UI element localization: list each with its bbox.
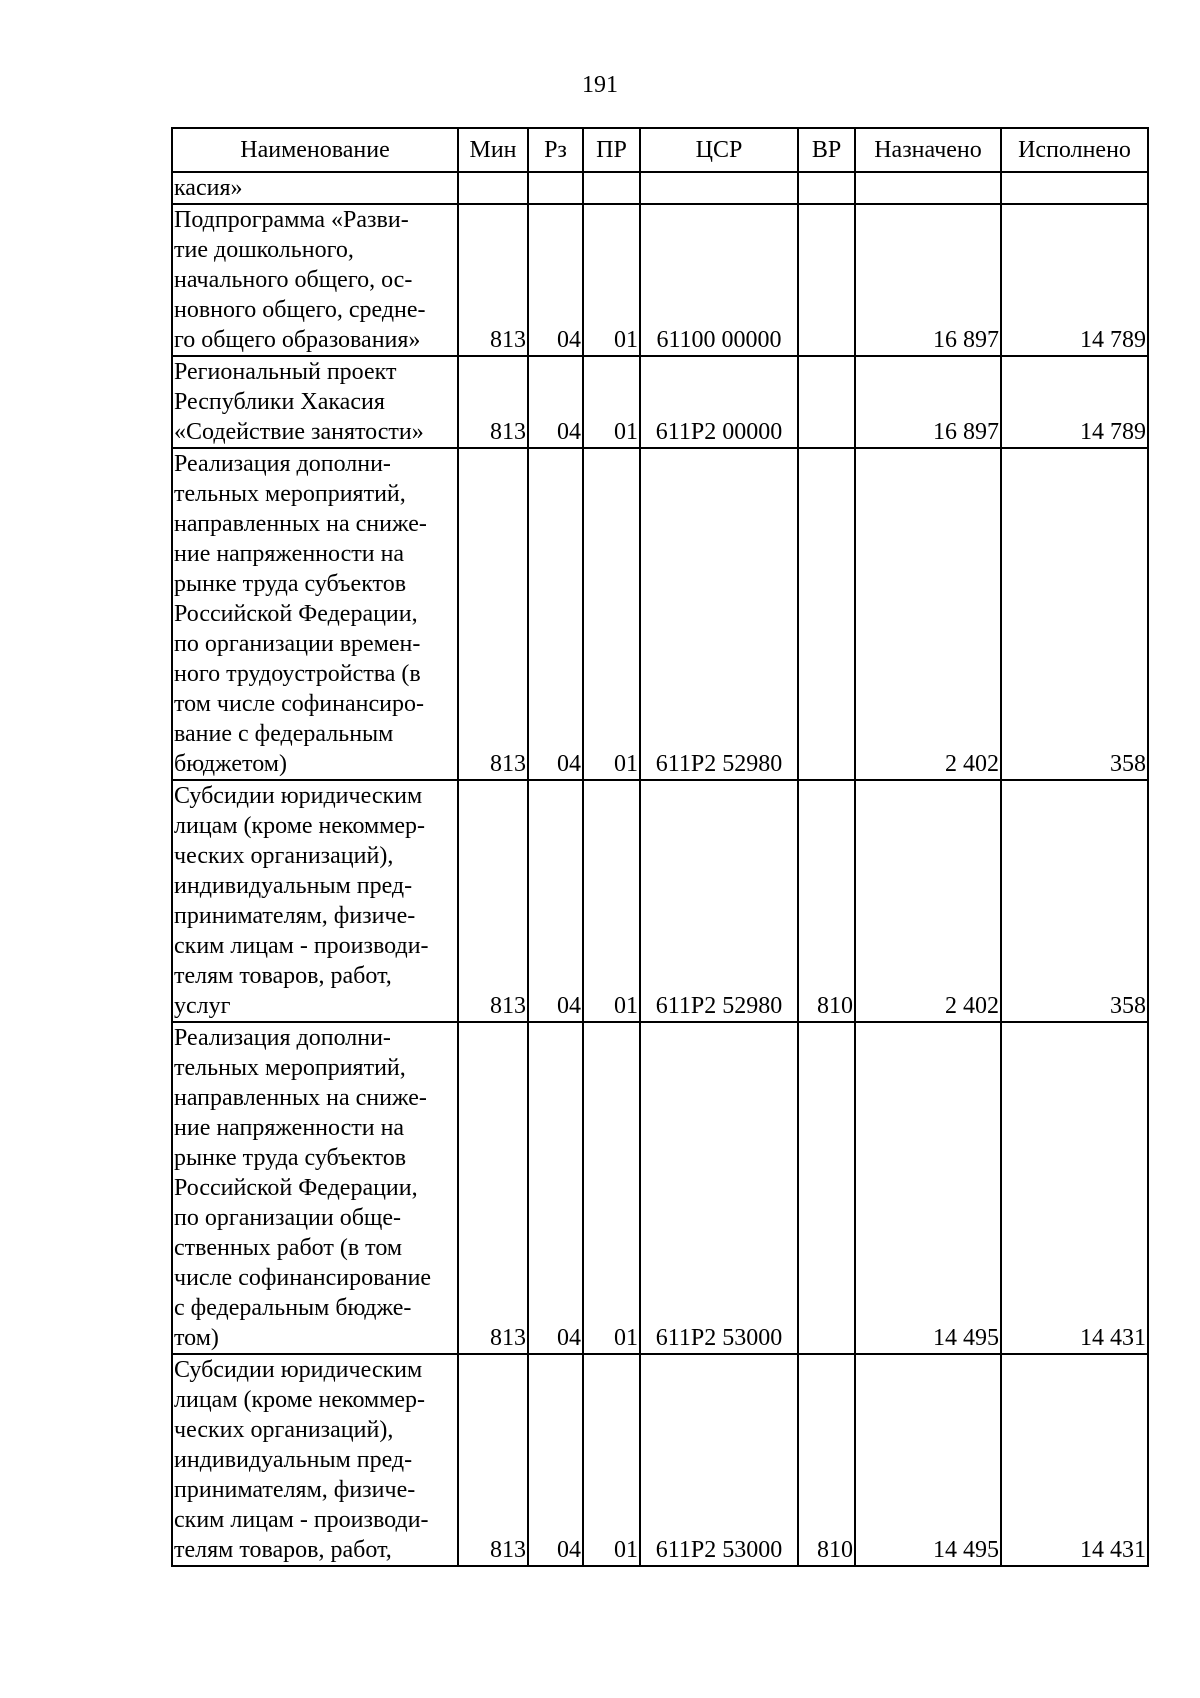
header-pr: ПР	[583, 128, 640, 172]
cell-pr: 01	[583, 356, 640, 448]
table-row	[172, 448, 1148, 780]
cell-name	[172, 172, 458, 204]
header-rz: Рз	[528, 128, 583, 172]
cell-name-line: телям товаров, работ,	[174, 963, 392, 989]
table-body	[172, 172, 1148, 1566]
cell-name-line: принимателям, физиче-	[174, 903, 416, 929]
cell-name-line: по организации обще-	[174, 1205, 402, 1231]
cell-name-line: ние напряженности на	[174, 541, 405, 567]
table-row	[172, 204, 1148, 356]
cell-name-line: ние напряженности на	[174, 1115, 405, 1141]
cell-name-line: Реализация дополни-	[174, 1025, 391, 1051]
cell-rz	[528, 172, 583, 204]
cell-assigned: 16 897	[855, 204, 1001, 356]
cell-name-line: касия»	[174, 175, 243, 201]
cell-name-line: направленных на сниже-	[174, 1085, 427, 1111]
cell-name-line: ческих организаций),	[174, 843, 394, 869]
cell-name-line: числе софинансирование	[174, 1265, 432, 1291]
cell-name	[172, 780, 458, 1022]
cell-name-line: начального общего, ос-	[174, 267, 413, 293]
table-row	[172, 1354, 1148, 1566]
cell-rz: 04	[528, 356, 583, 448]
cell-executed: 14 431	[1001, 1022, 1148, 1354]
cell-min: 813	[458, 448, 528, 780]
cell-name-line: ским лицам - производи-	[174, 1507, 429, 1533]
cell-name-line: с федеральным бюдже-	[174, 1295, 412, 1321]
cell-min	[458, 172, 528, 204]
cell-name-line: Республики Хакасия	[174, 389, 385, 415]
table-row	[172, 1022, 1148, 1354]
cell-rz: 04	[528, 448, 583, 780]
cell-min: 813	[458, 780, 528, 1022]
cell-name-line: телям товаров, работ,	[174, 1537, 392, 1563]
cell-pr: 01	[583, 780, 640, 1022]
header-executed: Исполнено	[1001, 128, 1148, 172]
table-row	[172, 356, 1148, 448]
cell-min: 813	[458, 356, 528, 448]
cell-csr	[640, 172, 798, 204]
cell-vr	[798, 204, 855, 356]
cell-name-line: индивидуальным пред-	[174, 1447, 413, 1473]
cell-name-line: вание с федеральным	[174, 721, 394, 747]
cell-executed: 14 431	[1001, 1354, 1148, 1566]
cell-vr: 810	[798, 1354, 855, 1566]
cell-csr: 611Р2 00000	[640, 356, 798, 448]
cell-executed: 358	[1001, 448, 1148, 780]
cell-vr: 810	[798, 780, 855, 1022]
cell-name-line: «Содействие занятости»	[174, 419, 424, 445]
cell-min: 813	[458, 1354, 528, 1566]
cell-csr: 611Р2 52980	[640, 448, 798, 780]
cell-name-line: Российской Федерации,	[174, 1175, 418, 1201]
cell-name-line: том числе софинансиро-	[174, 691, 424, 717]
cell-vr	[798, 1022, 855, 1354]
cell-name-line: рынке труда субъектов	[174, 1145, 407, 1171]
cell-name-line: Региональный проект	[174, 359, 397, 385]
table-header-row	[172, 128, 1148, 172]
cell-csr: 611Р2 52980	[640, 780, 798, 1022]
page-number: 191	[582, 72, 618, 98]
cell-name-line: лицам (кроме некоммер-	[174, 1387, 426, 1413]
cell-rz: 04	[528, 1354, 583, 1566]
cell-vr	[798, 172, 855, 204]
cell-name-line: Подпрограмма «Разви-	[174, 207, 409, 233]
cell-csr: 611Р2 53000	[640, 1354, 798, 1566]
cell-pr: 01	[583, 1022, 640, 1354]
cell-name-line: тие дошкольного,	[174, 237, 354, 263]
cell-rz: 04	[528, 1022, 583, 1354]
cell-rz: 04	[528, 204, 583, 356]
cell-assigned: 16 897	[855, 356, 1001, 448]
cell-name-line: том)	[174, 1325, 219, 1351]
cell-name-line: тельных мероприятий,	[174, 1055, 406, 1081]
cell-csr: 61100 00000	[640, 204, 798, 356]
cell-name-line: новного общего, средне-	[174, 297, 426, 323]
cell-min: 813	[458, 1022, 528, 1354]
cell-name-line: лицам (кроме некоммер-	[174, 813, 426, 839]
header-min: Мин	[458, 128, 528, 172]
cell-rz: 04	[528, 780, 583, 1022]
cell-min: 813	[458, 204, 528, 356]
cell-pr: 01	[583, 204, 640, 356]
header-csr: ЦСР	[640, 128, 798, 172]
cell-name-line: тельных мероприятий,	[174, 481, 406, 507]
cell-name-line: Реализация дополни-	[174, 451, 391, 477]
cell-executed: 14 789	[1001, 356, 1148, 448]
cell-executed: 358	[1001, 780, 1148, 1022]
cell-assigned: 2 402	[855, 780, 1001, 1022]
cell-pr: 01	[583, 1354, 640, 1566]
cell-name	[172, 356, 458, 448]
cell-name-line: Субсидии юридическим	[174, 1357, 423, 1383]
header-name: Наименование	[172, 128, 458, 172]
header-vr: ВР	[798, 128, 855, 172]
cell-name-line: бюджетом)	[174, 751, 287, 777]
cell-executed	[1001, 172, 1148, 204]
cell-name-line: рынке труда субъектов	[174, 571, 407, 597]
cell-name-line: ного трудоустройства (в	[174, 661, 421, 687]
cell-name	[172, 204, 458, 356]
cell-name-line: го общего образования»	[174, 327, 421, 353]
cell-name	[172, 448, 458, 780]
cell-assigned	[855, 172, 1001, 204]
cell-csr: 611Р2 53000	[640, 1022, 798, 1354]
cell-name-line: направленных на сниже-	[174, 511, 427, 537]
cell-name-line: ским лицам - производи-	[174, 933, 429, 959]
cell-name-line: услуг	[174, 993, 231, 1019]
cell-vr	[798, 448, 855, 780]
table-row	[172, 172, 1148, 204]
header-assigned: Назначено	[855, 128, 1001, 172]
cell-name-line: индивидуальным пред-	[174, 873, 413, 899]
cell-name-line: ственных работ (в том	[174, 1235, 403, 1261]
cell-assigned: 2 402	[855, 448, 1001, 780]
cell-name	[172, 1354, 458, 1566]
cell-name-line: Российской Федерации,	[174, 601, 418, 627]
cell-name-line: по организации времен-	[174, 631, 421, 657]
cell-assigned: 14 495	[855, 1022, 1001, 1354]
cell-name-line: принимателям, физиче-	[174, 1477, 416, 1503]
cell-vr	[798, 356, 855, 448]
cell-assigned: 14 495	[855, 1354, 1001, 1566]
cell-name-line: ческих организаций),	[174, 1417, 394, 1443]
cell-pr: 01	[583, 448, 640, 780]
cell-name-line: Субсидии юридическим	[174, 783, 423, 809]
cell-pr	[583, 172, 640, 204]
budget-table	[171, 127, 1149, 1567]
table-row	[172, 780, 1148, 1022]
cell-name	[172, 1022, 458, 1354]
cell-executed: 14 789	[1001, 204, 1148, 356]
